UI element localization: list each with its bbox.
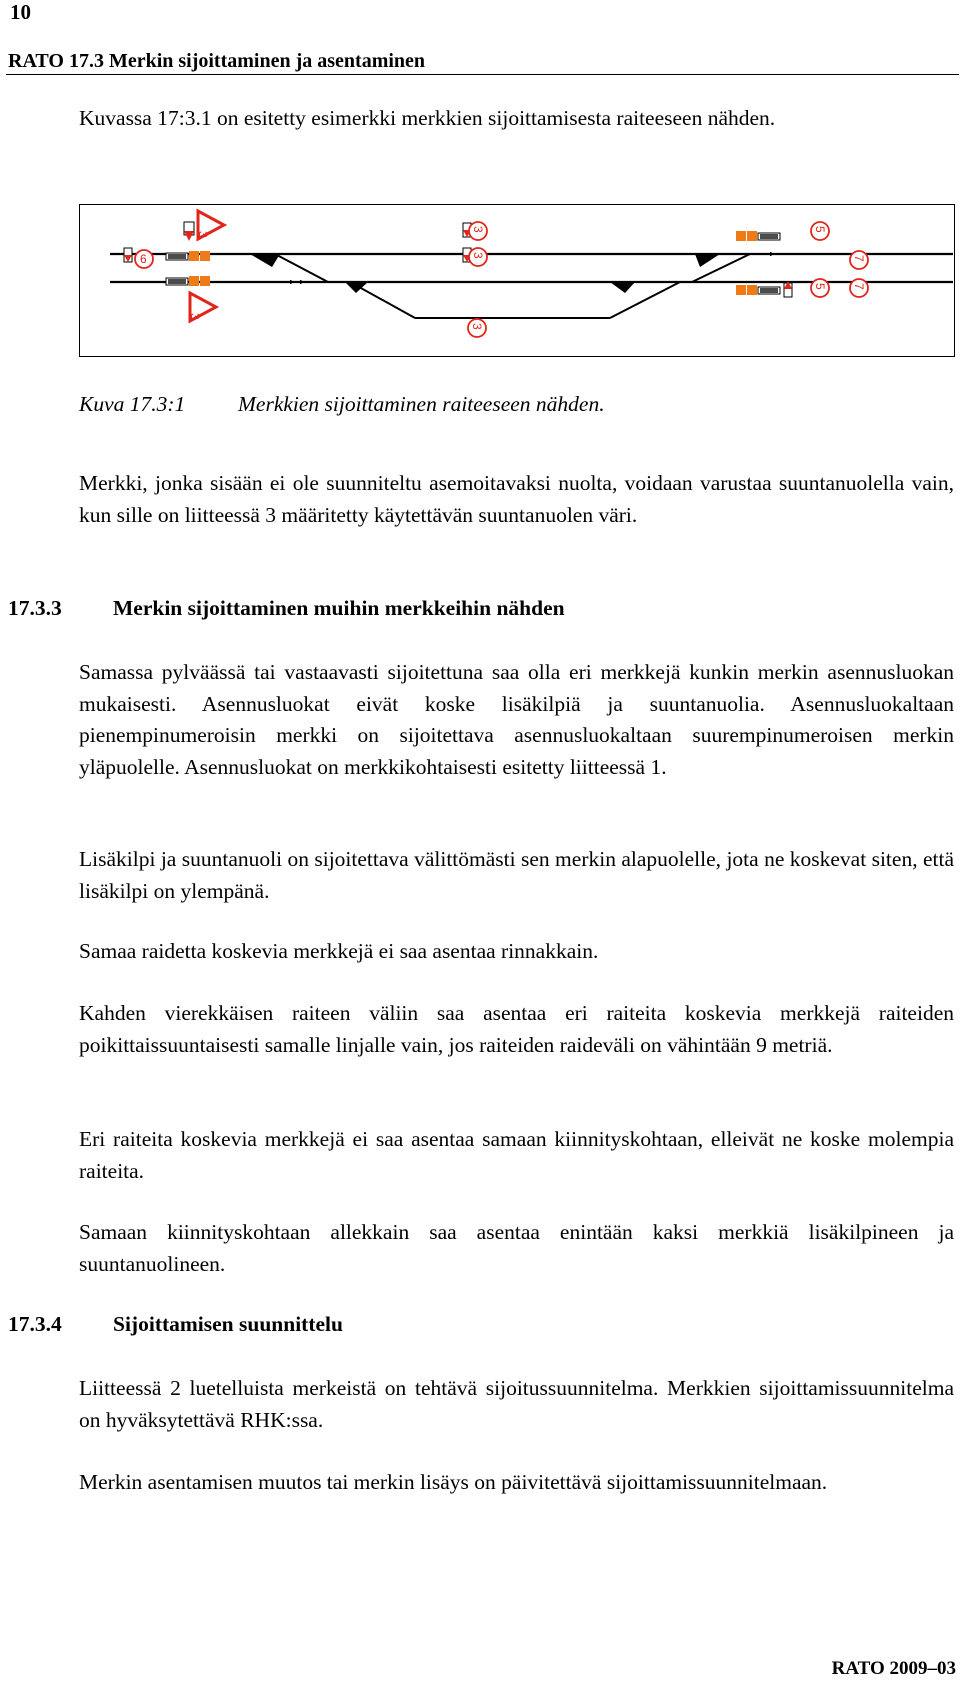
orange-board [747, 285, 757, 295]
orange-board [189, 276, 199, 286]
section-number: 17.3.4 [8, 1312, 62, 1336]
paragraph: Merkin asentamisen muutos tai merkin lisäys on päivitettävä sijoittamissuunnitelmaan. [79, 1470, 828, 1494]
orange-board [747, 231, 757, 241]
paragraph: Eri raiteita koskevia merkkejä ei saa asentaa samaan kiinnityskohtaan, elleivät ne koske molempia raiteita. [79, 1127, 954, 1183]
direction-arrow [184, 231, 194, 241]
paragraph: Merkki, jonka sisään ei ole suunniteltu asemoitavaksi nuolta, voidaan varustaa suuntanuolella vain, kun sille on liitteessä 3 määritetty käytettävän suuntanuolen väri. [79, 471, 954, 527]
sign-label-7: 7 [852, 255, 866, 262]
paragraph: Samaa raidetta koskevia merkkejä ei saa asentaa rinnakkain. [79, 939, 599, 963]
intro-paragraph: Kuvassa 17:3.1 on esitetty esimerkki merkkien sijoittamisesta raiteeseen nähden. [79, 106, 776, 130]
paragraph: Samassa pylväässä tai vastaavasti sijoitettuna saa olla eri merkkejä kunkin merkin asennusluokan mukaisesti. Asennusluokat eivät koske lisäkilpiä ja suuntanuolia. Asennusluokaltaan pienempinumeroisin merkki on sijoitettava asennusluokaltaan suurempinumeroisen merkin yläpuolelle. Asennusluokat on merkkikohtaisesti esitetty liitteessä 1. [79, 660, 954, 779]
paragraph: Lisäkilpi ja suuntanuoli on sijoitettava välittömästi sen merkin alapuolelle, jota ne koskevat siten, että lisäkilpi on ylempänä. [79, 847, 954, 903]
running-header: RATO 17.3 Merkin sijoittaminen ja asentaminen [8, 50, 426, 72]
section-title: Sijoittamisen suunnittelu [113, 1312, 343, 1336]
switch-marker [695, 254, 720, 267]
track-diagram [80, 205, 953, 355]
orange-board [200, 251, 210, 261]
section-number: 17.3.3 [8, 596, 62, 620]
sign-label-3: 3 [196, 231, 210, 238]
orange-board [200, 276, 210, 286]
sign-label-7: 7 [852, 283, 866, 290]
track-figure [79, 204, 955, 357]
sign-label-3: 3 [471, 252, 485, 259]
switch-marker [250, 254, 280, 267]
section-title: Merkin sijoittaminen muihin merkkeihin nähden [113, 596, 565, 620]
paragraph: Samaan kiinnityskohtaan allekkain saa asentaa enintään kaksi merkkiä lisäkilpineen ja suuntanuolineen. [79, 1220, 954, 1276]
sign-label-5: 5 [813, 226, 827, 233]
figure-caption-number: Kuva 17.3:1 [79, 392, 186, 416]
footer: RATO 2009–03 [831, 1658, 956, 1679]
paragraph: Liitteessä 2 luetelluista merkeistä on tehtävä sijoitussuunnitelma. Merkkien sijoittamissuunnitelma on hyväksytettävä RHK:ssa. [79, 1376, 954, 1432]
left-crossover [275, 254, 328, 282]
switch-marker [610, 282, 635, 293]
sign-label-5: 5 [813, 283, 827, 290]
sign-label-3: 3 [188, 313, 202, 320]
orange-board [736, 231, 746, 241]
orange-board [736, 285, 746, 295]
sign-label-3: 3 [471, 226, 485, 233]
page-number: 10 [10, 0, 31, 24]
figure-caption-text: Merkkien sijoittaminen raiteeseen nähden. [238, 392, 605, 416]
sign-label-6: 6 [140, 252, 147, 266]
header-rule [6, 74, 959, 75]
sign-label-3: 3 [470, 323, 484, 330]
paragraph: Kahden vierekkäisen raiteen väliin saa asentaa eri raiteita koskevia merkkejä raiteiden poikittaissuuntaisesti samalle linjalle vain, jos raiteiden raideväli on vähintään 9 metriä. [79, 1001, 954, 1057]
orange-board [189, 251, 199, 261]
switch-marker [345, 282, 368, 293]
